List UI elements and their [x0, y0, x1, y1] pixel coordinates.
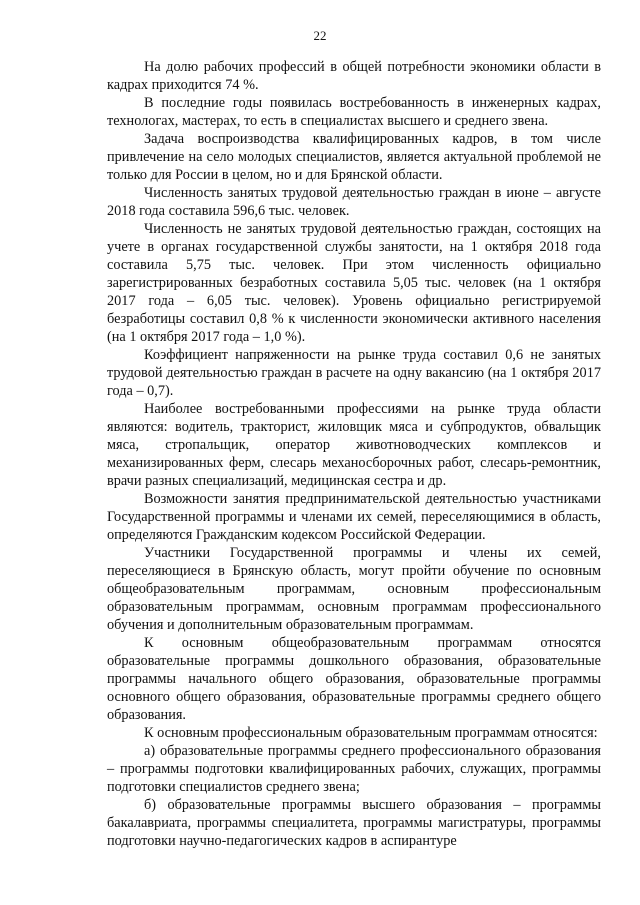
paragraph: На долю рабочих профессий в общей потребности экономики области в кадрах приходится 74 %. [107, 59, 601, 93]
paragraph: К основным общеобразовательным программам относятся образовательные программы дошкольного образования, образовательные программы начального общего образования, образовательные программы основного общего образования, образовательные программы среднего общего образования. [107, 635, 601, 723]
body-text [107, 58, 601, 850]
list-item-b: б) образовательные программы высшего образования – программы бакалавриата, программы специалитета, программы магистратуры, программы подготовки научно-педагогических кадров в аспирантуре [107, 797, 601, 849]
paragraph: Численность занятых трудовой деятельностью граждан в июне – августе 2018 года составила 596,6 тыс. человек. [107, 185, 601, 219]
paragraph: К основным профессиональным образовательным программам относятся: [144, 725, 598, 741]
paragraph: Задача воспроизводства квалифицированных кадров, в том числе привлечение на село молодых специалистов, является актуальной проблемой не только для России в целом, но и для Брянской области. [107, 131, 601, 183]
paragraph: В последние годы появилась востребованность в инженерных кадрах, технологах, мастерах, то есть в специалистах высшего и среднего звена. [107, 95, 601, 129]
paragraph: Численность не занятых трудовой деятельностью граждан, состоящих на учете в органах государственной службы занятости, на 1 октября 2018 года составила 5,75 тыс. человек. При этом численность официально зарегистрированных безработных составила 5,05 тыс. человек (на 1 октября 2017 года – 6,05 тыс. человек). Уровень официально регистрируемой безработицы составил 0,8 % к численности экономически активного населения (на 1 октября 2017 года – 1,0 %). [107, 221, 601, 345]
page-number: 22 [313, 28, 327, 43]
paragraph: Коэффициент напряженности на рынке труда составил 0,6 не занятых трудовой деятельностью граждан в расчете на одну вакансию (на 1 октября 2017 года – 0,7). [107, 347, 601, 399]
list-item-a: а) образовательные программы среднего профессионального образования – программы подготовки квалифицированных рабочих, служащих, программы подготовки специалистов среднего звена; [107, 743, 601, 795]
paragraph: Возможности занятия предпринимательской деятельностью участниками Государственной программы и членами их семей, переселяющимися в область, определяются Гражданским кодексом Российской Федерации. [107, 491, 601, 543]
paragraph: Участники Государственной программы и члены их семей, переселяющиеся в Брянскую область, могут пройти обучение по основным общеобразовательным программам, основным профессиональным образовательным программам, основным программам профессионального обучения и дополнительным образовательным программам. [107, 545, 601, 633]
paragraph: Наиболее востребованными профессиями на рынке труда области являются: водитель, тракторист, жиловщик мяса и субпродуктов, обвальщик мяса, стропальщик, оператор животноводческих комплексов и механизированных ферм, слесарь механосборочных работ, слесарь-ремонтник, врачи разных специализаций, медицинская сестра и др. [107, 401, 601, 489]
